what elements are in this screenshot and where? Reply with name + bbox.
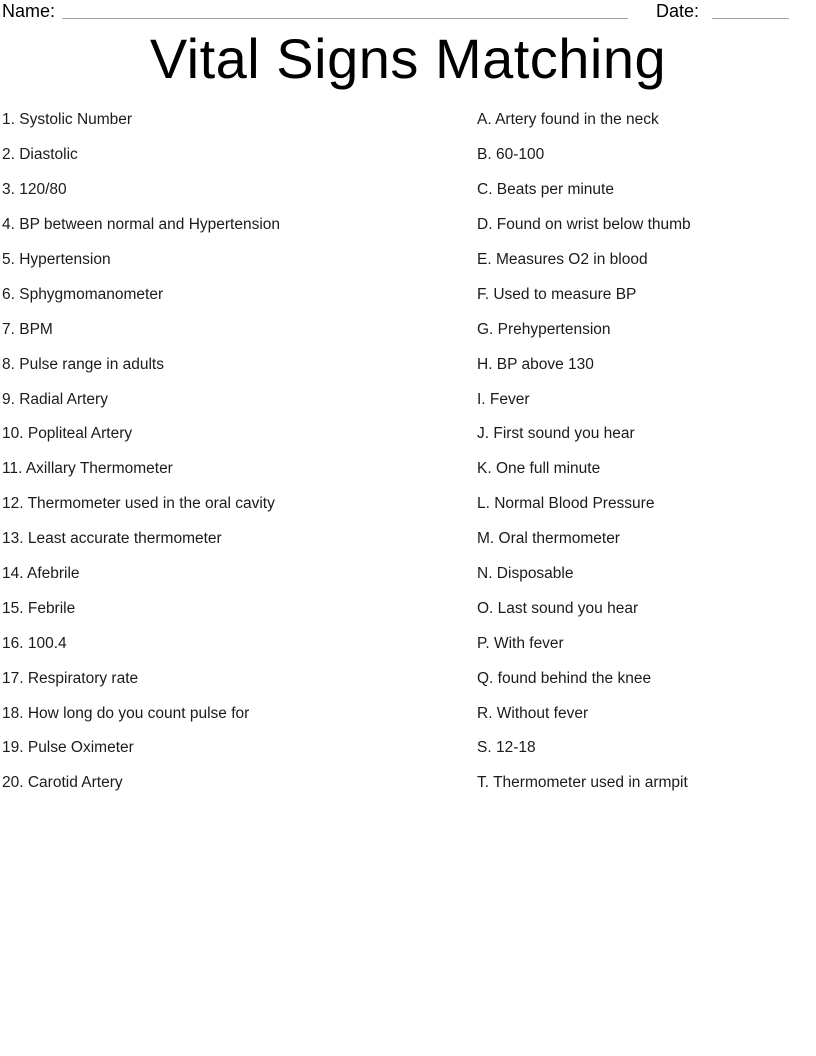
- answer-item-d: D. Found on wrist below thumb: [477, 216, 691, 234]
- date-blank-line: [712, 18, 789, 19]
- question-item-2: 2. Diastolic: [2, 146, 78, 164]
- answers-column: [477, 103, 813, 801]
- answer-item-p: P. With fever: [477, 634, 564, 652]
- answer-item-c: C. Beats per minute: [477, 181, 614, 199]
- question-item-16: 16. 100.4: [2, 634, 67, 652]
- question-item-6: 6. Sphygmomanometer: [2, 285, 164, 303]
- answer-item-q: Q. found behind the knee: [477, 669, 652, 687]
- question-item-9: 9. Radial Artery: [2, 390, 108, 408]
- answer-item-g: G. Prehypertension: [477, 320, 611, 338]
- answer-item-e: E. Measures O2 in blood: [477, 251, 648, 268]
- answer-item-h: H. BP above 130: [477, 355, 594, 373]
- question-item-19: 19. Pulse Oximeter: [2, 739, 134, 757]
- question-item-11: 11. Axillary Thermometer: [2, 460, 173, 478]
- answer-item-l: L. Normal Blood Pressure: [477, 495, 655, 513]
- answer-item-i: I. Fever: [477, 390, 530, 408]
- date-label: Date:: [656, 1, 700, 21]
- question-item-15: 15. Febrile: [2, 599, 76, 617]
- worksheet-title: Vital Signs Matching: [149, 27, 667, 90]
- question-item-18: 18. How long do you count pulse for: [2, 704, 250, 722]
- answer-item-n: N. Disposable: [477, 565, 574, 583]
- question-item-13: 13. Least accurate thermometer: [2, 530, 222, 548]
- answer-item-r: R. Without fever: [477, 704, 589, 722]
- answer-item-o: O. Last sound you hear: [477, 599, 639, 617]
- answer-item-m: M. Oral thermometer: [477, 530, 620, 548]
- question-item-5: 5. Hypertension: [2, 251, 111, 268]
- name-label: Name:: [2, 1, 56, 21]
- question-item-10: 10. Popliteal Artery: [2, 425, 133, 443]
- name-blank-line: [62, 18, 628, 19]
- question-item-12: 12. Thermometer used in the oral cavity: [2, 495, 275, 513]
- answer-item-b: B. 60-100: [477, 146, 545, 164]
- questions-column: [2, 103, 470, 801]
- answer-item-j: J. First sound you hear: [477, 425, 635, 443]
- answer-item-f: F. Used to measure BP: [477, 285, 637, 303]
- question-item-20: 20. Carotid Artery: [2, 774, 123, 792]
- question-item-7: 7. BPM: [2, 320, 53, 338]
- answer-item-t: T. Thermometer used in armpit: [477, 774, 688, 792]
- answer-item-k: K. One full minute: [477, 460, 601, 478]
- question-item-8: 8. Pulse range in adults: [2, 355, 164, 373]
- answer-item-s: S. 12-18: [477, 739, 536, 757]
- question-item-3: 3. 120/80: [2, 181, 67, 199]
- question-item-17: 17. Respiratory rate: [2, 669, 139, 687]
- question-item-1: 1. Systolic Number: [2, 111, 133, 129]
- question-item-4: 4. BP between normal and Hypertension: [2, 216, 281, 234]
- question-item-14: 14. Afebrile: [2, 565, 80, 583]
- answer-item-a: A. Artery found in the neck: [477, 111, 659, 129]
